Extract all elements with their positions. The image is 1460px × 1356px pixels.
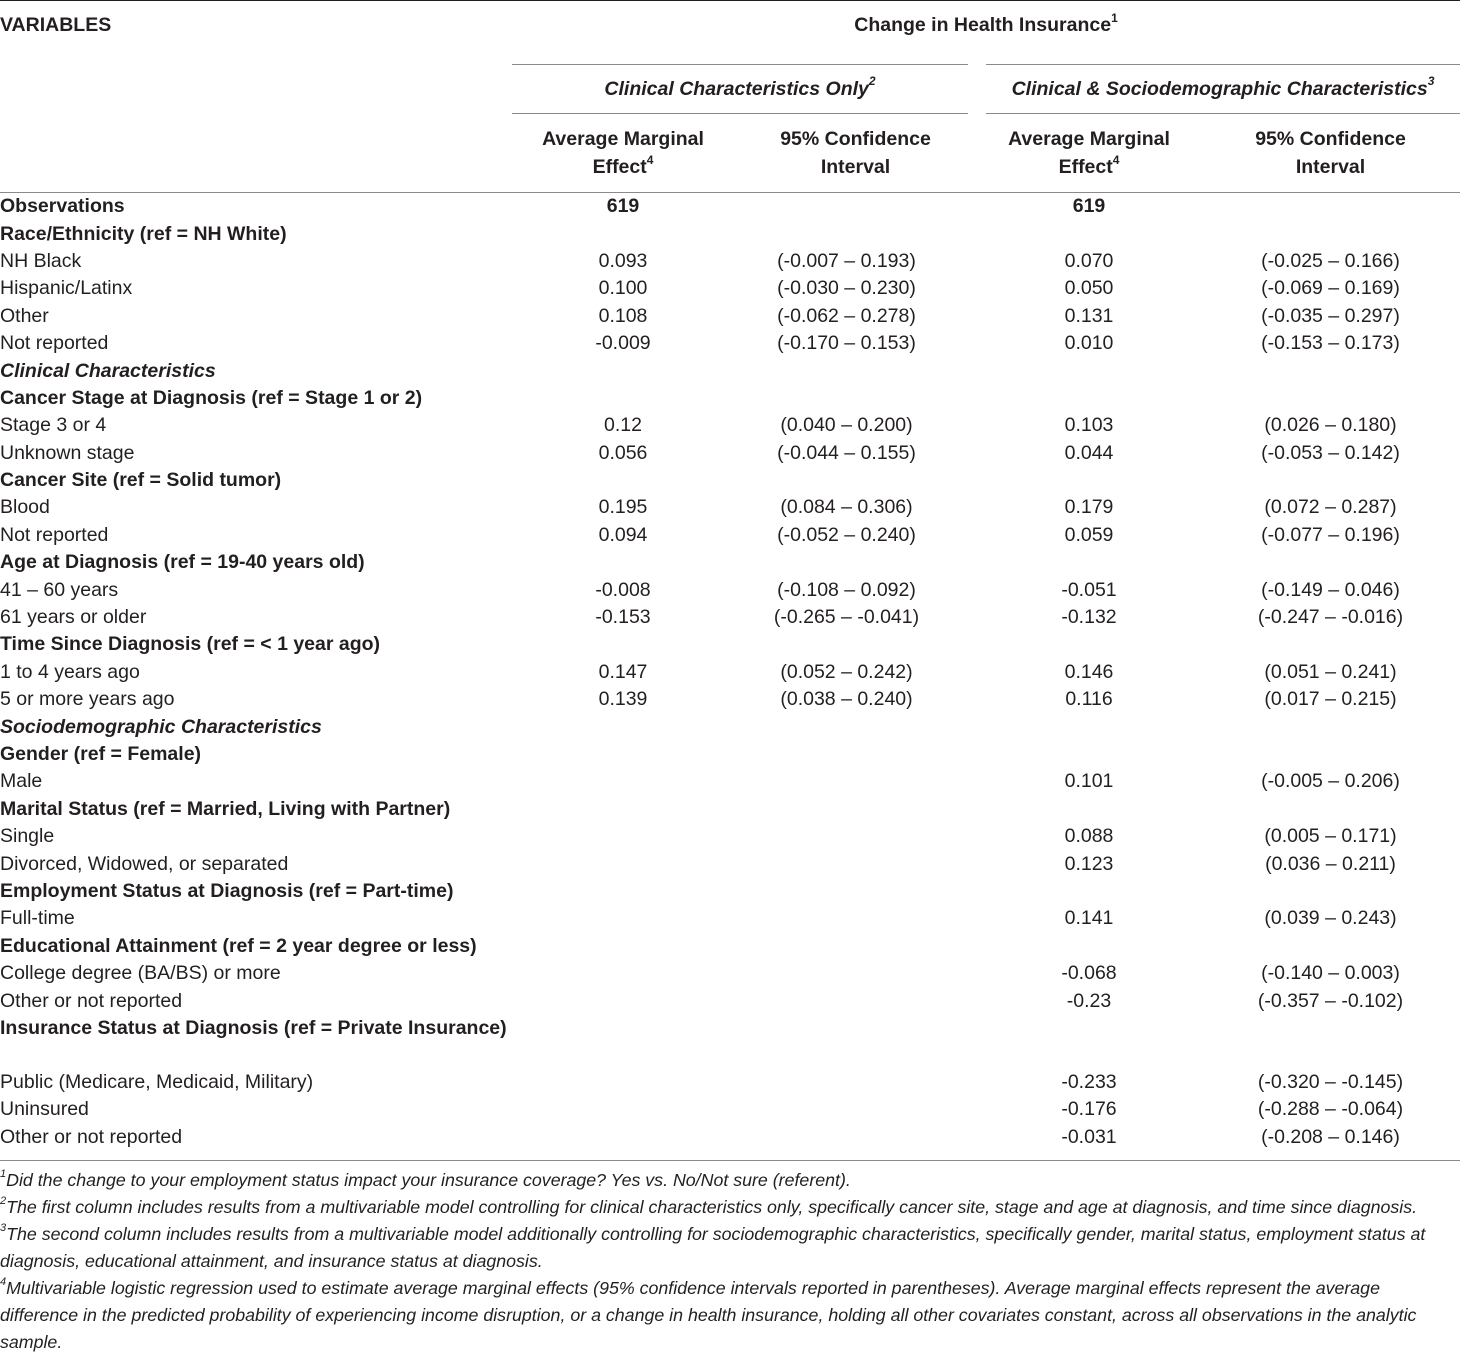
ame-model1 <box>512 713 734 740</box>
ci-model2 <box>1201 1015 1460 1069</box>
ci-model2: (0.039 – 0.243) <box>1264 907 1397 930</box>
table-row <box>0 357 1460 384</box>
variable-label: Educational Attainment (ref = 2 year degree or less) <box>0 934 477 957</box>
ame-model1 <box>512 741 734 768</box>
ame-footnote-mark: 4 <box>646 152 654 167</box>
table-row <box>0 1015 1460 1069</box>
variable-label: Not reported <box>0 523 109 546</box>
variables-header: VARIABLES <box>0 14 112 36</box>
variable-label: Gender (ref = Female) <box>0 743 202 765</box>
ame-header-line2: Effect <box>592 156 647 178</box>
ci-model2 <box>1201 741 1460 768</box>
table-row <box>0 1096 1460 1123</box>
ci-model2: (0.026 – 0.180) <box>1264 414 1397 437</box>
ame-model2: 0.088 <box>1064 825 1114 848</box>
model1-footnote-mark: 2 <box>868 74 876 88</box>
table-row <box>0 604 1460 631</box>
footnote <box>0 1221 1460 1275</box>
ci-model1: (-0.108 – 0.092) <box>777 578 916 601</box>
ame-model2 <box>977 220 1201 247</box>
variable-label: Blood <box>0 496 50 519</box>
variable-label: Stage 3 or 4 <box>0 414 107 437</box>
ame-model1: 0.139 <box>598 688 648 711</box>
ci-model1 <box>734 1069 977 1096</box>
table-row <box>0 960 1460 987</box>
table-row <box>0 467 1460 494</box>
model1-label: Clinical Characteristics Only <box>604 77 869 100</box>
ci-model1 <box>734 960 977 987</box>
table-body <box>0 193 1460 1151</box>
variable-label: Time Since Diagnosis (ref = < 1 year ago) <box>0 633 381 656</box>
ci-model2: (-0.069 – 0.169) <box>1261 277 1400 300</box>
footnote <box>0 1167 1460 1194</box>
ame-header-model2 <box>977 114 1201 193</box>
ame-model2: 619 <box>1072 195 1106 218</box>
ame-model2 <box>977 357 1201 384</box>
ci-model2 <box>1201 220 1460 247</box>
ci-model1: (-0.265 – -0.041) <box>773 606 920 629</box>
ci-model2 <box>1201 933 1460 960</box>
table-row <box>0 686 1460 713</box>
ame-model1 <box>512 1124 734 1151</box>
table-row <box>0 494 1460 521</box>
variable-label: Observations <box>0 195 125 218</box>
ci-model2 <box>1201 467 1460 494</box>
table-row <box>0 576 1460 603</box>
table-row <box>0 1069 1460 1096</box>
ame-model2: -0.068 <box>1061 962 1117 985</box>
variable-label: Full-time <box>0 907 75 930</box>
ci-model1: (-0.170 – 0.153) <box>777 332 916 355</box>
ci-model2: (0.017 – 0.215) <box>1264 688 1397 711</box>
footnote-text: Multivariable logistic regression used to estimate average marginal effects (95% confidence intervals reported in parentheses). Average marginal effects represent the average difference in the predicted probability of experiencing income disruption, or a change in health insurance, holding all other covariates constant, across all observations in the analytic sample. <box>0 1277 1417 1352</box>
variable-label: Hispanic/Latinx <box>0 277 133 300</box>
ame-model2: 0.123 <box>1064 852 1114 875</box>
ame-model2: 0.146 <box>1064 660 1114 683</box>
table-row <box>0 631 1460 658</box>
outcome-footnote-mark: 1 <box>1111 10 1118 25</box>
ame-model1: 0.094 <box>598 523 648 546</box>
ame-model1: 0.093 <box>598 249 648 272</box>
ame-model1: 0.056 <box>598 441 648 464</box>
table-row <box>0 713 1460 740</box>
ame-model1 <box>512 878 734 905</box>
ci-model2 <box>1201 631 1460 658</box>
variable-label: College degree (BA/BS) or more <box>0 962 281 985</box>
ci-model1 <box>734 193 977 221</box>
ame-model1 <box>512 960 734 987</box>
table-row <box>0 878 1460 905</box>
variable-label: Marital Status (ref = Married, Living with Partner) <box>0 797 451 820</box>
table-row <box>0 275 1460 302</box>
ci-header-line2: Interval <box>1295 156 1366 178</box>
ci-model2: (-0.053 – 0.142) <box>1261 441 1400 464</box>
ame-model1 <box>512 905 734 932</box>
ci-model1: (-0.062 – 0.278) <box>777 304 916 327</box>
variable-label: NH Black <box>0 249 82 272</box>
ci-model2: (0.005 – 0.171) <box>1264 825 1397 848</box>
ci-model2 <box>1201 549 1460 576</box>
ame-header-line2: Effect <box>1058 156 1113 178</box>
footnote-mark: 2 <box>0 1194 7 1207</box>
footnote <box>0 1275 1460 1356</box>
ame-footnote-mark: 4 <box>1112 152 1120 167</box>
variable-label: Sociodemographic Characteristics <box>0 715 322 738</box>
ci-model2 <box>1201 796 1460 823</box>
variable-label: Unknown stage <box>0 441 135 464</box>
ame-model2 <box>977 796 1201 823</box>
ci-model2: (-0.247 – -0.016) <box>1257 606 1404 629</box>
ame-model1 <box>512 850 734 877</box>
ame-model2: 0.131 <box>1064 304 1114 327</box>
footnote <box>0 1194 1460 1221</box>
ci-model1 <box>734 385 977 412</box>
ci-model2 <box>1201 385 1460 412</box>
ame-model1 <box>512 987 734 1014</box>
ci-model1 <box>734 905 977 932</box>
ci-model1 <box>734 987 977 1014</box>
ci-model2: (0.036 – 0.211) <box>1265 852 1396 875</box>
footnote-mark: 3 <box>0 1221 7 1234</box>
table-row <box>0 385 1460 412</box>
ci-model2: (0.072 – 0.287) <box>1264 496 1397 519</box>
table-row <box>0 412 1460 439</box>
ame-model2 <box>977 385 1201 412</box>
footnotes <box>0 1160 1460 1356</box>
ci-model2 <box>1201 713 1460 740</box>
footnote-mark: 4 <box>0 1275 7 1288</box>
variable-label: Male <box>0 770 43 793</box>
table-row <box>0 440 1460 467</box>
ci-header-line1: 95% Confidence <box>1255 128 1406 150</box>
ci-model1 <box>734 220 977 247</box>
ci-model2: (-0.208 – 0.146) <box>1261 1125 1400 1148</box>
ci-model1: (0.038 – 0.240) <box>780 688 913 711</box>
ci-header-model2 <box>1201 114 1460 193</box>
table-row <box>0 248 1460 275</box>
table-row <box>0 823 1460 850</box>
table-row <box>0 330 1460 357</box>
variable-label: 1 to 4 years ago <box>0 660 140 683</box>
table-row <box>0 796 1460 823</box>
model1-header <box>512 65 977 114</box>
table-row <box>0 220 1460 247</box>
variable-label: Cancer Stage at Diagnosis (ref = Stage 1 or 2) <box>0 386 423 409</box>
variable-label: 5 or more years ago <box>0 688 175 711</box>
ci-model2: (-0.357 – -0.102) <box>1257 989 1404 1012</box>
variable-label: Insurance Status at Diagnosis (ref = Private Insurance) <box>0 1016 507 1039</box>
ci-model1 <box>734 1124 977 1151</box>
ame-model1 <box>512 385 734 412</box>
variable-label: 61 years or older <box>0 606 147 629</box>
blank-header-cell <box>0 114 512 193</box>
ci-model1 <box>734 933 977 960</box>
footnote-text: The second column includes results from a multivariable model additionally controlling for sociodemographic characteristics, specifically gender, marital status, employment status at diagnosis, educational attainment, and insurance status at diagnosis. <box>0 1223 1426 1271</box>
ci-model1 <box>734 823 977 850</box>
ci-model2: (0.051 – 0.241) <box>1264 660 1397 683</box>
model2-label: Clinical & Sociodemographic Characteristics <box>1011 77 1428 100</box>
model2-footnote-mark: 3 <box>1427 74 1435 88</box>
variable-label: Divorced, Widowed, or separated <box>0 852 289 875</box>
ci-model2: (-0.005 – 0.206) <box>1261 770 1400 793</box>
variable-label: 41 – 60 years <box>0 578 119 601</box>
ci-model1 <box>734 878 977 905</box>
ame-header-model1 <box>512 114 734 193</box>
ci-model2: (-0.140 – 0.003) <box>1261 962 1400 985</box>
ci-model1 <box>734 796 977 823</box>
variable-label: Not reported <box>0 332 109 355</box>
ci-model2: (-0.288 – -0.064) <box>1257 1098 1404 1121</box>
ci-model1: (0.052 – 0.242) <box>780 660 913 683</box>
ame-model1: -0.153 <box>595 606 651 629</box>
ci-header-line2: Interval <box>820 156 891 178</box>
ci-model1: (-0.052 – 0.240) <box>777 523 916 546</box>
ci-model2: (-0.035 – 0.297) <box>1261 304 1400 327</box>
ci-model2: (-0.077 – 0.196) <box>1261 523 1400 546</box>
ame-model1: -0.009 <box>595 332 651 355</box>
variable-label: Employment Status at Diagnosis (ref = Part-time) <box>0 879 454 902</box>
table-row <box>0 303 1460 330</box>
footnote-text: Did the change to your employment status impact your insurance coverage? Yes vs. No/Not sure (referent). <box>6 1169 851 1190</box>
ci-model1 <box>734 713 977 740</box>
ame-model1 <box>512 220 734 247</box>
ci-model1 <box>734 850 977 877</box>
ame-model2 <box>977 713 1201 740</box>
ame-model1: 0.100 <box>598 277 648 300</box>
ci-model1 <box>734 467 977 494</box>
ame-model2: 0.044 <box>1064 441 1114 464</box>
ame-header-line1: Average Marginal <box>1008 128 1170 150</box>
ci-model1 <box>734 768 977 795</box>
ame-model1: 0.12 <box>604 414 642 437</box>
ci-model2: (-0.149 – 0.046) <box>1261 578 1400 601</box>
ame-model2: 0.059 <box>1064 523 1114 546</box>
ci-model1: (0.040 – 0.200) <box>780 414 913 437</box>
ame-model2: -0.132 <box>1061 606 1117 629</box>
ame-model1 <box>512 933 734 960</box>
ame-model2: 0.050 <box>1064 277 1114 300</box>
footnote-text: The first column includes results from a multivariable model controlling for clinical characteristics only, specifically cancer site, stage and age at diagnosis, and time since diagnosis. <box>6 1196 1418 1217</box>
table-row <box>0 850 1460 877</box>
table-row <box>0 522 1460 549</box>
ci-model1 <box>734 631 977 658</box>
ame-model1 <box>512 768 734 795</box>
ame-model1 <box>512 1096 734 1123</box>
ci-model2: (-0.025 – 0.166) <box>1261 249 1400 272</box>
ci-model1: (0.084 – 0.306) <box>780 496 913 519</box>
ame-model2: -0.051 <box>1061 578 1117 601</box>
ame-model2: 0.103 <box>1064 414 1114 437</box>
ame-model2: -0.176 <box>1061 1098 1117 1121</box>
table-row <box>0 933 1460 960</box>
ame-model1 <box>512 467 734 494</box>
variable-label: Race/Ethnicity (ref = NH White) <box>0 222 287 245</box>
variable-label: Public (Medicare, Medicaid, Military) <box>0 1070 314 1093</box>
ame-model1: -0.008 <box>595 578 651 601</box>
ci-model1: (-0.044 – 0.155) <box>777 441 916 464</box>
ame-model2 <box>977 631 1201 658</box>
variable-label: Clinical Characteristics <box>0 359 216 382</box>
ci-model2: (-0.320 – -0.145) <box>1257 1070 1404 1093</box>
table-row <box>0 905 1460 932</box>
ame-model2 <box>977 933 1201 960</box>
variable-label: Uninsured <box>0 1098 89 1121</box>
ci-model1 <box>734 1015 977 1069</box>
table-row <box>0 193 1460 221</box>
ci-model2: (-0.153 – 0.173) <box>1261 332 1400 355</box>
ame-model1 <box>512 549 734 576</box>
ame-header-line1: Average Marginal <box>542 128 704 150</box>
ci-model1: (-0.030 – 0.230) <box>777 277 916 300</box>
ame-model1: 0.147 <box>598 660 648 683</box>
ci-header-line1: 95% Confidence <box>780 128 931 150</box>
ci-model2 <box>1201 878 1460 905</box>
ame-model2 <box>977 741 1201 768</box>
ame-model1 <box>512 631 734 658</box>
outcome-label: Change in Health Insurance <box>854 14 1112 36</box>
table-row <box>0 741 1460 768</box>
ame-model2: 0.141 <box>1064 907 1114 930</box>
ame-model2 <box>977 467 1201 494</box>
table-row <box>0 768 1460 795</box>
ci-model1 <box>734 741 977 768</box>
ci-model1: (-0.007 – 0.193) <box>777 249 916 272</box>
variable-label: Other or not reported <box>0 1125 183 1148</box>
ame-model2 <box>977 549 1201 576</box>
ame-model1 <box>512 1015 734 1069</box>
ci-header-model1 <box>734 114 977 193</box>
ci-model2 <box>1201 193 1460 221</box>
ame-model1: 0.195 <box>598 496 648 519</box>
ame-model2: 0.101 <box>1064 770 1114 793</box>
variable-label: Age at Diagnosis (ref = 19-40 years old) <box>0 551 365 574</box>
ame-model1 <box>512 796 734 823</box>
ame-model2 <box>977 1015 1201 1069</box>
variable-label: Other or not reported <box>0 989 183 1012</box>
model2-header <box>977 65 1460 114</box>
ame-model1 <box>512 823 734 850</box>
ame-model2 <box>977 878 1201 905</box>
ame-model2: -0.031 <box>1061 1125 1117 1148</box>
variable-label: Cancer Site (ref = Solid tumor) <box>0 469 282 492</box>
ame-model1: 619 <box>606 195 640 218</box>
ame-model2: 0.179 <box>1064 496 1114 519</box>
ame-model2: 0.070 <box>1064 249 1114 272</box>
ci-model1 <box>734 549 977 576</box>
variable-label: Single <box>0 825 55 848</box>
table-row <box>0 659 1460 686</box>
blank-header-cell <box>0 65 512 114</box>
ame-model2: -0.23 <box>1066 989 1112 1012</box>
ame-model2: 0.116 <box>1065 688 1113 711</box>
ci-model1 <box>734 357 977 384</box>
ame-model2: -0.233 <box>1061 1070 1117 1093</box>
ame-model1 <box>512 357 734 384</box>
ame-model1 <box>512 1069 734 1096</box>
table-row <box>0 549 1460 576</box>
ame-model1: 0.108 <box>598 304 648 327</box>
footnote-mark: 1 <box>0 1167 7 1180</box>
ci-model2 <box>1201 357 1460 384</box>
table-row <box>0 1124 1460 1151</box>
variable-label: Other <box>0 304 49 327</box>
ci-model1 <box>734 1096 977 1123</box>
ame-model2: 0.010 <box>1064 332 1114 355</box>
table-row <box>0 987 1460 1014</box>
outcome-header <box>512 1 1460 65</box>
